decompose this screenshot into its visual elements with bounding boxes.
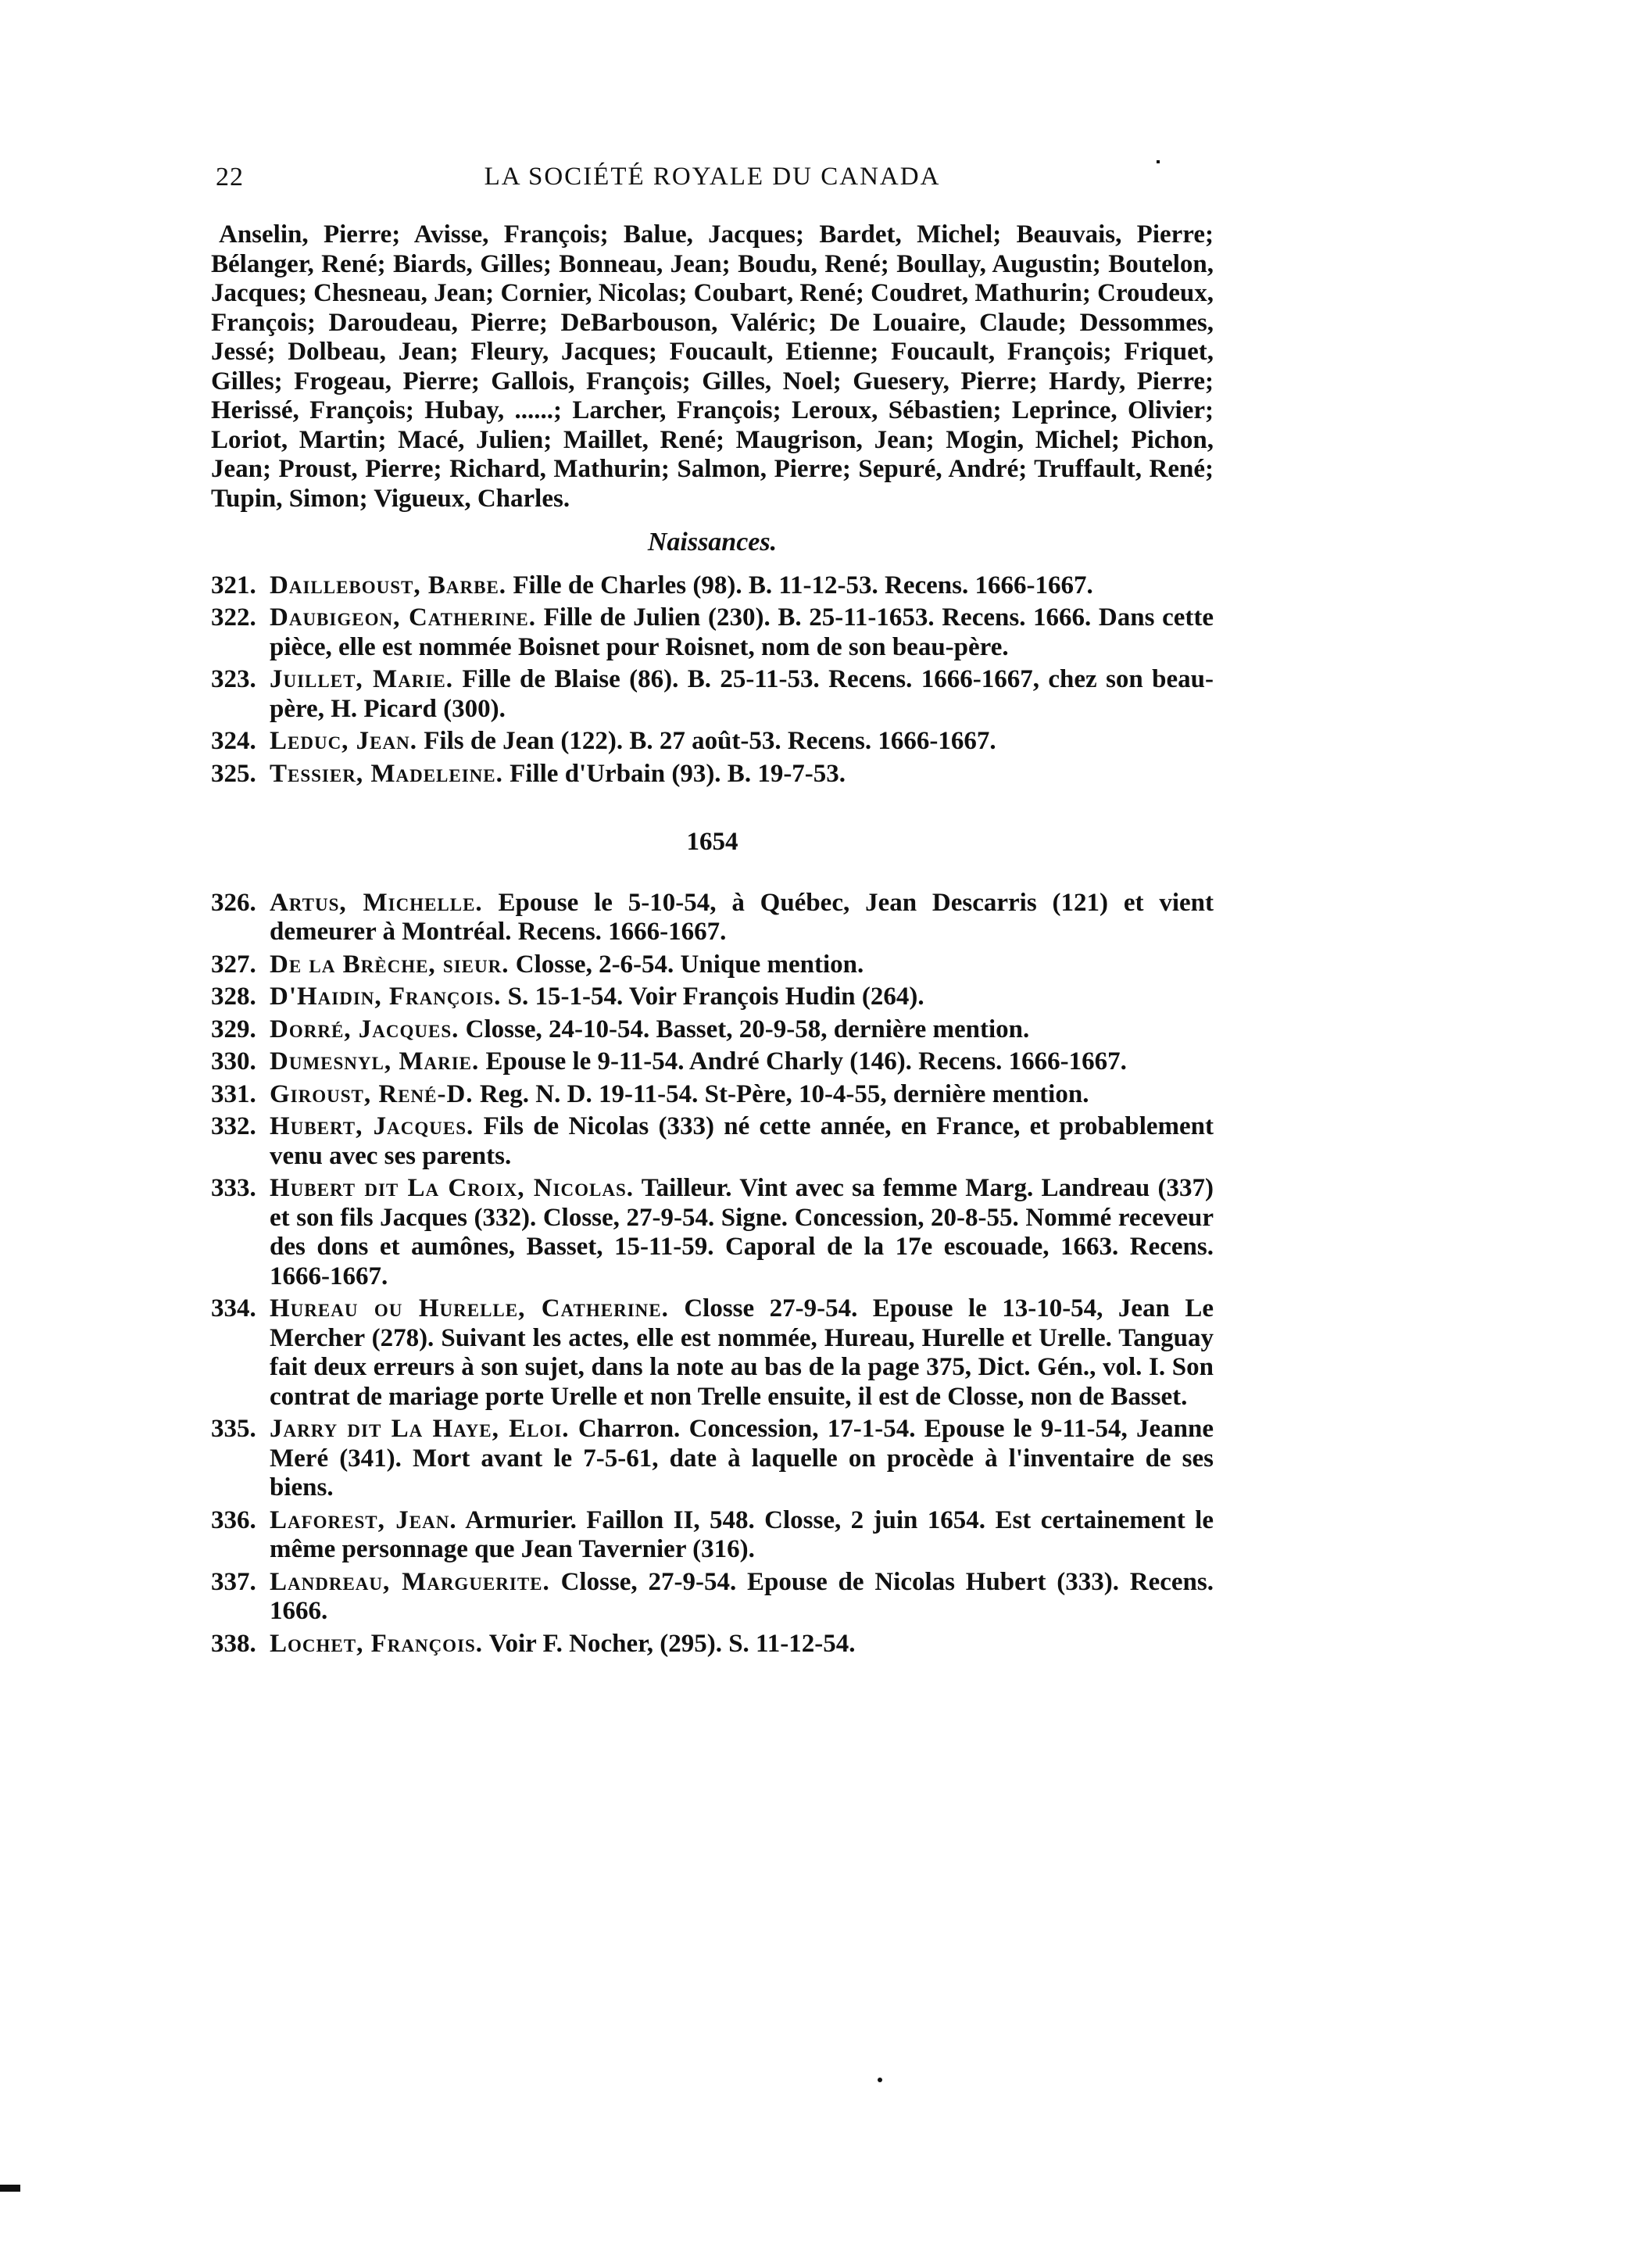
entry-description: Fils de Nicolas (333) né cette année, en France, et probablement venu avec ses parents.: [270, 1112, 1214, 1170]
entry-number: 323.: [211, 665, 256, 693]
entry-name: Jarry dit La Haye, Eloi.: [270, 1415, 570, 1443]
names-paragraph: Anselin, Pierre; Avisse, François; Balue, Jacques; Bardet, Michel; Beauvais, Pierre; Bélanger, René; Biards, Gilles; Bonneau, Jean; Boudu, René; Boullay, Augustin; Boutelon, Jacques; Chesneau, Jean; Cornier, Nicolas; Coubart, René; Coudret, Mathurin; Croudeux, François; Daroudeau, Pierre; DeBarbouson, Valéric; De Louaire, Claude; Dessommes, Jessé; Dolbeau, Jean; Fleury, Jacques; Foucault, Etienne; Foucault, François; Friquet, Gilles; Frogeau, Pierre; Gallois, François; Gilles, Noel; Guesery, Pierre; Hardy, Pierre; Herissé, François; Hubay, ......; Larcher, François; Leroux, Sébastien; Leprince, Olivier; Loriot, Martin; Macé, Julien; Maillet, René; Maugrison, Jean; Mogin, Michel; Pichon, Jean; Proust, Pierre; Richard, Mathurin; Salmon, Pierre; Sepuré, André; Truffault, René; Tupin, Simon; Vigueux, Charles.: [211, 220, 1214, 513]
entry-item: [211, 1047, 1214, 1077]
entry-name: Laforest, Jean.: [270, 1505, 457, 1534]
entry-name: De la Brèche, sieur.: [270, 950, 510, 979]
entry-text: [270, 983, 1214, 1012]
entry-name: Tessier, Madeleine.: [270, 759, 503, 788]
entry-number: 335.: [211, 1415, 256, 1443]
entry-item: [211, 603, 1214, 662]
entry-number: 322.: [211, 603, 256, 632]
entry-text: [270, 760, 1214, 789]
entry-name: Daubigeon, Catherine.: [270, 603, 537, 632]
entry-item: [211, 1630, 1214, 1659]
entry-name: Landreau, Marguerite.: [270, 1567, 550, 1596]
entry-number: 330.: [211, 1047, 256, 1076]
entry-item: [211, 1415, 1214, 1503]
entry-number: 338.: [211, 1629, 256, 1658]
entry-text: [270, 603, 1214, 662]
entry-name: Dailleboust, Barbe.: [270, 571, 507, 600]
entry-item: [211, 950, 1214, 980]
entry-description: Closse, 27-9-54. Epouse de Nicolas Hubert (333). Recens. 1666.: [270, 1567, 1214, 1625]
entry-text: [270, 1630, 1214, 1659]
entry-number: 327.: [211, 950, 256, 979]
entry-item: [211, 1174, 1214, 1291]
page-body: [211, 220, 1214, 1662]
entry-list-naissances: [211, 571, 1214, 789]
entry-name: Dorré, Jacques.: [270, 1015, 459, 1043]
entry-description: Fille de Blaise (86). B. 25-11-53. Recens. 1666-1667, chez son beau-père, H. Picard (300).: [270, 665, 1214, 723]
entry-number: 332.: [211, 1112, 256, 1140]
entry-number: 337.: [211, 1567, 256, 1596]
entry-text: [270, 1015, 1214, 1045]
entry-item: [211, 1112, 1214, 1171]
scan-speck: [878, 2078, 882, 2082]
entry-description: Closse, 24-10-54. Basset, 20-9-58, dernière mention.: [459, 1015, 1030, 1043]
entry-name: Lochet, François.: [270, 1629, 484, 1658]
page-header: [211, 163, 1214, 209]
entry-description: Voir F. Nocher, (295). S. 11-12-54.: [483, 1629, 856, 1658]
entry-text: [270, 1047, 1214, 1077]
entry-item: [211, 1568, 1214, 1627]
scan-speck: [0, 2185, 20, 2192]
entry-item: [211, 1015, 1214, 1045]
entry-description: Reg. N. D. 19-11-54. St-Père, 10-4-55, dernière mention.: [473, 1079, 1089, 1108]
section-title-1654: 1654: [686, 828, 738, 856]
entry-number: 328.: [211, 983, 256, 1011]
entry-description: S. 15-1-54. Voir François Hudin (264).: [501, 983, 924, 1011]
entry-description: Fille d'Urbain (93). B. 19-7-53.: [502, 759, 846, 788]
entry-description: Epouse le 9-11-54. André Charly (146). Recens. 1666-1667.: [479, 1047, 1127, 1076]
entry-description: Closse 27-9-54. Epouse le 13-10-54, Jean Le Mercher (278). Suivant les actes, elle est nommée, Hureau, Hurelle et Urelle. Tanguay fait deux erreurs à son sujet, dans la note au bas de la page 375, Dict. Gén., vol. I. Son contrat de mariage porte Urelle et non Trelle ensuite, il est de Closse, non de Basset.: [270, 1294, 1214, 1411]
entry-text: [270, 1415, 1214, 1503]
entry-text: [270, 1112, 1214, 1171]
entry-name: D'Haidin, François.: [270, 983, 502, 1011]
entry-description: Fille de Julien (230). B. 25-11-1653. Recens. 1666. Dans cette pièce, elle est nommée Boisnet pour Roisnet, nom de son beau-père.: [270, 603, 1214, 661]
entry-item: [211, 1506, 1214, 1565]
entry-item: [211, 1294, 1214, 1412]
entry-item: [211, 760, 1214, 789]
entry-description: Fils de Jean (122). B. 27 août-53. Recens. 1666-1667.: [417, 727, 996, 755]
entry-text: [270, 1506, 1214, 1565]
running-title: LA SOCIÉTÉ ROYALE DU CANADA: [484, 163, 941, 191]
entry-text: [270, 1174, 1214, 1291]
entry-text: [270, 727, 1214, 757]
entry-name: Dumesnyl, Marie.: [270, 1047, 480, 1076]
entry-description: Closse, 2-6-54. Unique mention.: [509, 950, 864, 979]
section-title-naissances: Naissances.: [647, 528, 778, 557]
entry-name: Hureau ou Hurelle, Catherine.: [270, 1294, 669, 1323]
entry-number: 325.: [211, 759, 256, 788]
entry-number: 331.: [211, 1079, 256, 1108]
entry-item: [211, 983, 1214, 1012]
entry-text: [270, 665, 1214, 724]
entry-description: Epouse le 5-10-54, à Québec, Jean Descarris (121) et vient demeurer à Montréal. Recens. 1666-1667.: [270, 888, 1214, 946]
entry-number: 326.: [211, 888, 256, 917]
entry-item: [211, 889, 1214, 947]
entry-name: Hubert dit La Croix, Nicolas.: [270, 1174, 635, 1202]
entry-item: [211, 1080, 1214, 1110]
entry-description: Tailleur. Vint avec sa femme Marg. Landreau (337) et son fils Jacques (332). Closse, 27-9-54. Signe. Concession, 20-8-55. Nommé receveur des dons et aumônes, Basset, 15-11-59. Caporal de la 17e escouade, 1663. Recens. 1666-1667.: [270, 1174, 1214, 1290]
entry-item: [211, 665, 1214, 724]
entry-text: [270, 1568, 1214, 1627]
entry-number: 333.: [211, 1174, 256, 1202]
entry-number: 324.: [211, 727, 256, 755]
entry-item: [211, 571, 1214, 601]
entry-name: Artus, Michelle.: [270, 888, 483, 917]
entry-list-1654: [211, 889, 1214, 1659]
entry-name: Hubert, Jacques.: [270, 1112, 474, 1140]
entry-text: [270, 950, 1214, 980]
entry-text: [270, 1080, 1214, 1110]
entry-number: 336.: [211, 1505, 256, 1534]
scan-speck: [1157, 160, 1160, 163]
entry-number: 329.: [211, 1015, 256, 1043]
entry-text: [270, 1294, 1214, 1412]
page-number: 22: [216, 163, 244, 191]
entry-name: Juillet, Marie.: [270, 665, 453, 693]
entry-name: Giroust, René-D.: [270, 1079, 474, 1108]
entry-item: [211, 727, 1214, 757]
entry-description: Fille de Charles (98). B. 11-12-53. Recens. 1666-1667.: [506, 571, 1093, 600]
entry-text: [270, 889, 1214, 947]
entry-name: Leduc, Jean.: [270, 727, 417, 755]
entry-text: [270, 571, 1214, 601]
entry-number: 334.: [211, 1294, 256, 1323]
entry-description: Charron. Concession, 17-1-54. Epouse le 9-11-54, Jeanne Meré (341). Mort avant le 7-5-61, date à laquelle on procède à l'inventaire de ses biens.: [270, 1415, 1214, 1502]
entry-description: Armurier. Faillon II, 548. Closse, 2 juin 1654. Est certainement le même personnage que Jean Tavernier (316).: [270, 1505, 1214, 1563]
entry-number: 321.: [211, 571, 256, 600]
